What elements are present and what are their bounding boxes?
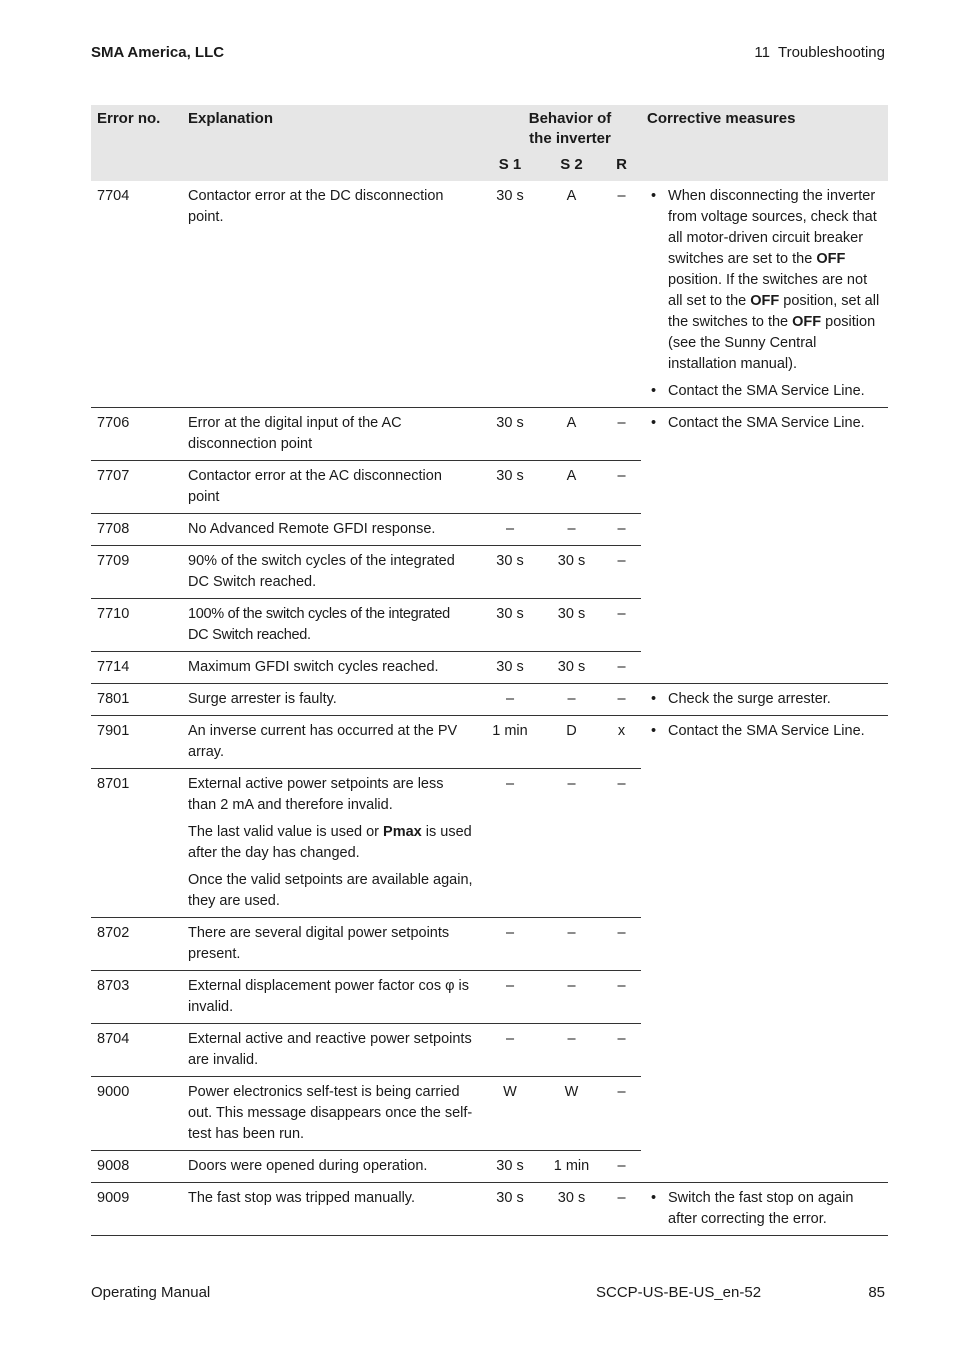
corrective-measures — [641, 716, 888, 1183]
explanation: Surge arrester is faulty. — [182, 684, 479, 716]
header-section: 11 Troubleshooting — [754, 44, 885, 61]
s1-value: 30 s — [479, 652, 541, 684]
explanation: No Advanced Remote GFDI response. — [182, 514, 479, 546]
s2-value: A — [541, 181, 602, 408]
s2-value: 30 s — [541, 599, 602, 652]
s2-value: 1 min — [541, 1151, 602, 1183]
s1-value: 30 s — [479, 546, 541, 599]
s1-value: W — [479, 1077, 541, 1151]
page-number: 85 — [868, 1284, 885, 1301]
s1-value: – — [479, 918, 541, 971]
s2-value: A — [541, 461, 602, 514]
s1-value: – — [479, 684, 541, 716]
r-value: – — [602, 971, 641, 1024]
s1-value: 30 s — [479, 1183, 541, 1236]
table-row — [91, 716, 888, 769]
error-no: 9008 — [91, 1151, 182, 1183]
r-value: – — [602, 918, 641, 971]
error-no: 9009 — [91, 1183, 182, 1236]
r-value: – — [602, 1024, 641, 1077]
explanation: External active power setpoints are less than 2 mA and therefore invalid. The last valid value is used or Pmax is used after the day has changed. Once the valid setpoints are available again, they are used. — [182, 769, 479, 918]
s1-value: – — [479, 514, 541, 546]
explanation: Contactor error at the DC disconnection point. — [182, 181, 479, 408]
measure-item: • Contact the SMA Service Line. — [647, 721, 882, 742]
s2-value: D — [541, 716, 602, 769]
corrective-measures — [641, 1183, 888, 1236]
explanation: There are several digital power setpoints present. — [182, 918, 479, 971]
r-value: – — [602, 684, 641, 716]
col-r: R — [602, 151, 641, 181]
s2-value: – — [541, 1024, 602, 1077]
col-measures: Corrective measures — [641, 105, 888, 181]
r-value: – — [602, 1151, 641, 1183]
col-s1: S 1 — [479, 151, 541, 181]
error-no: 7714 — [91, 652, 182, 684]
r-value: – — [602, 1077, 641, 1151]
s1-value: 30 s — [479, 461, 541, 514]
footer-doc: Operating Manual — [91, 1284, 211, 1301]
error-no: 7704 — [91, 181, 182, 408]
error-table — [91, 105, 888, 1236]
measure-item: • Check the surge arrester. — [647, 689, 882, 710]
explanation: 100% of the switch cycles of the integrated DC Switch reached. — [182, 599, 479, 652]
table-row — [91, 181, 888, 408]
s1-value: 30 s — [479, 599, 541, 652]
s1-value: – — [479, 1024, 541, 1077]
table-row — [91, 684, 888, 716]
r-value: – — [602, 652, 641, 684]
s1-value: 1 min — [479, 716, 541, 769]
s2-value: – — [541, 918, 602, 971]
s2-value: A — [541, 408, 602, 461]
s1-value: 30 s — [479, 408, 541, 461]
error-no: 7801 — [91, 684, 182, 716]
error-no: 8701 — [91, 769, 182, 918]
error-no: 9000 — [91, 1077, 182, 1151]
error-no: 7707 — [91, 461, 182, 514]
s1-value: – — [479, 971, 541, 1024]
error-no: 8703 — [91, 971, 182, 1024]
r-value: – — [602, 181, 641, 408]
explanation: Error at the digital input of the AC disconnection point — [182, 408, 479, 461]
s2-value: 30 s — [541, 1183, 602, 1236]
corrective-measures — [641, 684, 888, 716]
error-no: 7901 — [91, 716, 182, 769]
explanation: Contactor error at the AC disconnection point — [182, 461, 479, 514]
error-no: 8704 — [91, 1024, 182, 1077]
error-no: 7708 — [91, 514, 182, 546]
s1-value: – — [479, 769, 541, 918]
explanation: The fast stop was tripped manually. — [182, 1183, 479, 1236]
r-value: – — [602, 546, 641, 599]
s2-value: – — [541, 684, 602, 716]
explanation: External displacement power factor cos φ is invalid. — [182, 971, 479, 1024]
explanation: Doors were opened during operation. — [182, 1151, 479, 1183]
r-value: x — [602, 716, 641, 769]
explanation: External active and reactive power setpoints are invalid. — [182, 1024, 479, 1077]
col-behavior: Behavior of the inverter — [479, 105, 641, 151]
col-error-no: Error no. — [91, 105, 182, 181]
explanation: 90% of the switch cycles of the integrated DC Switch reached. — [182, 546, 479, 599]
measure-item: • Switch the fast stop on again after correcting the error. — [647, 1188, 882, 1230]
measure-item: • When disconnecting the inverter from voltage sources, check that all motor-driven circuit breaker switches are set to the OFF position. If the switches are not all set to the OFF position, set all the switches to the OFF position (see the Sunny Central installation manual). — [647, 186, 882, 375]
table-row — [91, 408, 888, 461]
table-row — [91, 1183, 888, 1236]
explanation: Power electronics self-test is being carried out. This message disappears once the self-test has been run. — [182, 1077, 479, 1151]
col-s2: S 2 — [541, 151, 602, 181]
error-no: 7706 — [91, 408, 182, 461]
error-no: 8702 — [91, 918, 182, 971]
explanation: Maximum GFDI switch cycles reached. — [182, 652, 479, 684]
col-explanation: Explanation — [182, 105, 479, 181]
s2-value: – — [541, 514, 602, 546]
header-company: SMA America, LLC — [91, 44, 225, 61]
corrective-measures — [641, 408, 888, 684]
measure-item: • Contact the SMA Service Line. — [647, 381, 882, 402]
s2-value: 30 s — [541, 546, 602, 599]
error-no: 7710 — [91, 599, 182, 652]
s2-value: 30 s — [541, 652, 602, 684]
s1-value: 30 s — [479, 1151, 541, 1183]
explanation: An inverse current has occurred at the PV array. — [182, 716, 479, 769]
r-value: – — [602, 408, 641, 461]
s1-value: 30 s — [479, 181, 541, 408]
measure-item: • Contact the SMA Service Line. — [647, 413, 882, 434]
corrective-measures — [641, 181, 888, 408]
s2-value: – — [541, 769, 602, 918]
error-no: 7709 — [91, 546, 182, 599]
r-value: – — [602, 769, 641, 918]
r-value: – — [602, 514, 641, 546]
s2-value: – — [541, 971, 602, 1024]
r-value: – — [602, 1183, 641, 1236]
r-value: – — [602, 461, 641, 514]
footer-code: SCCP-US-BE-US_en-52 — [596, 1284, 762, 1301]
s2-value: W — [541, 1077, 602, 1151]
r-value: – — [602, 599, 641, 652]
